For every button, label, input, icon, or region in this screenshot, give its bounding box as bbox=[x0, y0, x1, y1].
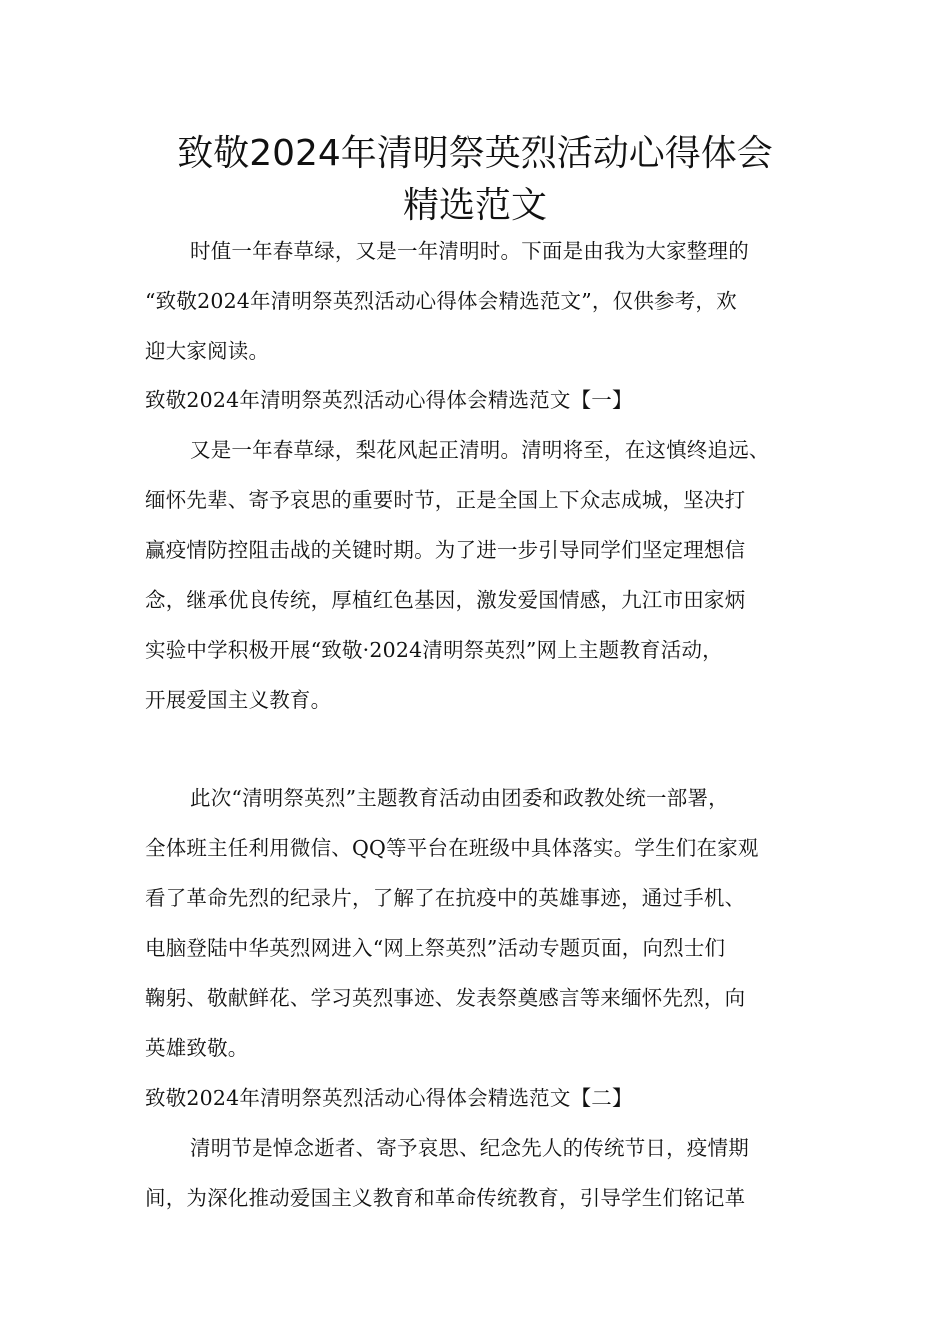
intro-line-2: “致敬2024年清明祭英烈活动心得体会精选范文”，仅供参考，欢 bbox=[145, 289, 737, 313]
section-heading-2: 致敬2024年清明祭英烈活动心得体会精选范文【二】 bbox=[145, 1086, 633, 1110]
para3-line-2: 间，为深化推动爱国主义教育和革命传统教育，引导学生们铭记革 bbox=[145, 1186, 746, 1210]
para1-line-5: 实验中学积极开展“致敬·2024清明祭英烈”网上主题教育活动， bbox=[145, 638, 723, 662]
para1-line-1: 又是一年春草绿，梨花风起正清明。清明将至，在这慎终追远、 bbox=[190, 438, 770, 462]
section-heading-1: 致敬2024年清明祭英烈活动心得体会精选范文【一】 bbox=[145, 388, 633, 412]
para2-line-3: 看了革命先烈的纪录片，了解了在抗疫中的英雄事迹，通过手机、 bbox=[145, 886, 746, 910]
para2-line-4: 电脑登陆中华英烈网进入“网上祭英烈”活动专题页面，向烈士们 bbox=[145, 936, 726, 960]
para2-line-1: 此次“清明祭英烈”主题教育活动由团委和政教处统一部署， bbox=[190, 786, 729, 810]
para2-line-5: 鞠躬、敬献鲜花、学习英烈事迹、发表祭奠感言等来缅怀先烈，向 bbox=[145, 986, 746, 1010]
para2-line-2: 全体班主任利用微信、QQ等平台在班级中具体落实。学生们在家观 bbox=[145, 836, 759, 860]
para1-line-6: 开展爱国主义教育。 bbox=[145, 688, 332, 712]
para2-line-6: 英雄致敬。 bbox=[145, 1036, 249, 1060]
document-title-line-1: 致敬2024年清明祭英烈活动心得体会 bbox=[177, 133, 773, 174]
para3-line-1: 清明节是悼念逝者、寄予哀思、纪念先人的传统节日，疫情期 bbox=[190, 1136, 749, 1160]
para1-line-4: 念，继承优良传统，厚植红色基因，激发爱国情感，九江市田家炳 bbox=[145, 588, 746, 612]
intro-line-1: 时值一年春草绿，又是一年清明时。下面是由我为大家整理的 bbox=[190, 239, 749, 263]
intro-line-3: 迎大家阅读。 bbox=[145, 339, 270, 363]
para1-line-3: 赢疫情防控阻击战的关键时期。为了进一步引导同学们坚定理想信 bbox=[145, 538, 746, 562]
para1-line-2: 缅怀先辈、寄予哀思的重要时节，正是全国上下众志成城，坚决打 bbox=[145, 488, 746, 512]
document-title-line-2: 精选范文 bbox=[402, 185, 547, 226]
